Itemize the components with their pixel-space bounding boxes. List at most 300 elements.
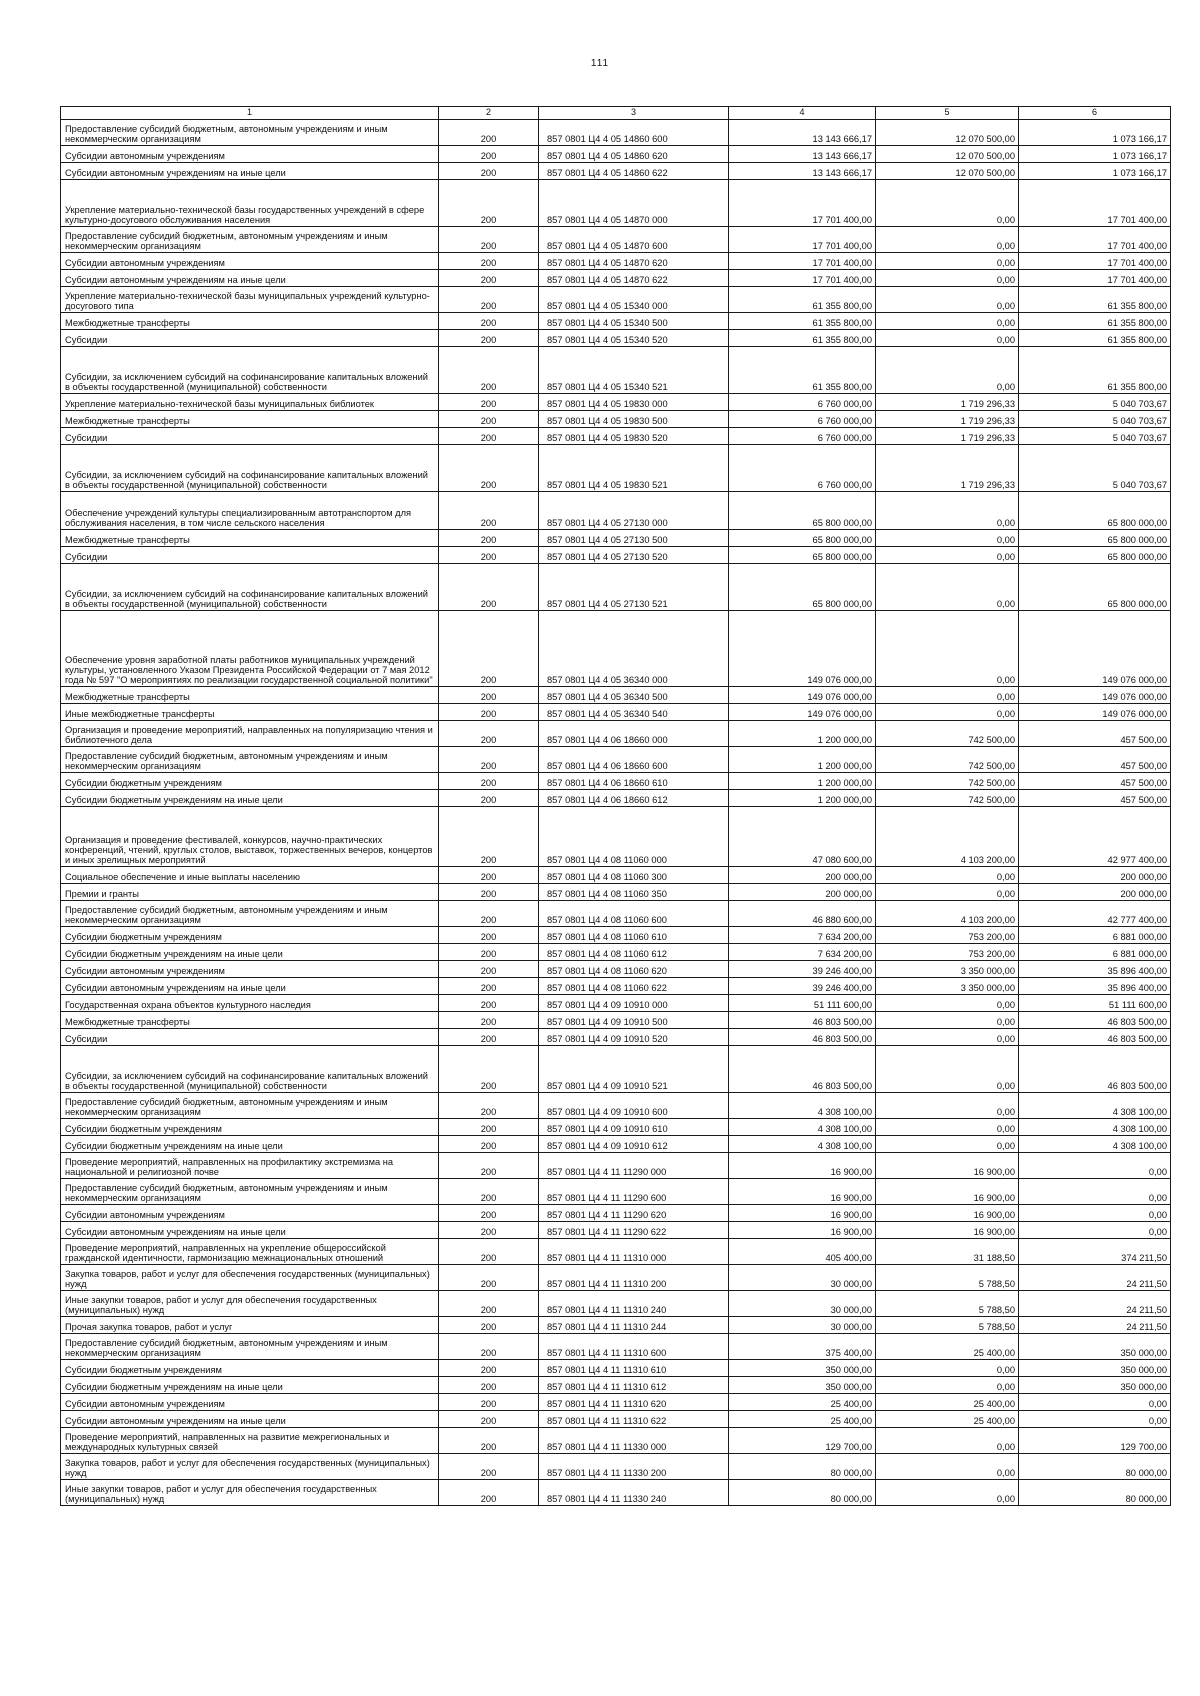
table-row [61,1427,1171,1453]
row-remaining-amount-cell: 46 803 500,00 [1019,1028,1171,1045]
row-classification-cell: 857 0801 Ц4 4 05 36340 540 [539,703,729,720]
row-executed-amount-cell: 12 070 500,00 [876,162,1019,179]
row-classification-cell: 857 0801 Ц4 4 08 11060 612 [539,943,729,960]
row-name-cell: Предоставление субсидий бюджетным, автономным учреждениям и иным некоммерческим организациям [61,746,439,772]
row-name-cell: Субсидии, за исключением субсидий на софинансирование капитальных вложений в объекты государственной (муниципальной) собственности [61,444,439,491]
row-executed-amount-cell: 1 719 296,33 [876,444,1019,491]
table-row [61,686,1171,703]
row-classification-cell: 857 0801 Ц4 4 09 10910 500 [539,1011,729,1028]
row-name-cell: Государственная охрана объектов культурного наследия [61,994,439,1011]
row-executed-amount-cell: 0,00 [876,529,1019,546]
row-name-cell: Субсидии автономным учреждениям на иные цели [61,1410,439,1427]
row-approved-amount-cell: 1 200 000,00 [729,772,876,789]
row-classification-cell: 857 0801 Ц4 4 11 11290 620 [539,1204,729,1221]
row-executed-amount-cell: 5 788,50 [876,1264,1019,1290]
table-row [61,1135,1171,1152]
table-row [61,529,1171,546]
row-classification-cell: 857 0801 Ц4 4 05 15340 000 [539,286,729,312]
table-row [61,162,1171,179]
table-row [61,746,1171,772]
row-approved-amount-cell: 65 800 000,00 [729,546,876,563]
row-executed-amount-cell: 0,00 [876,1045,1019,1092]
row-approved-amount-cell: 25 400,00 [729,1393,876,1410]
table-row [61,1479,1171,1505]
row-remaining-amount-cell: 374 211,50 [1019,1238,1171,1264]
row-code-cell: 200 [439,772,539,789]
row-remaining-amount-cell: 5 040 703,67 [1019,393,1171,410]
row-remaining-amount-cell: 4 308 100,00 [1019,1135,1171,1152]
row-classification-cell: 857 0801 Ц4 4 05 15340 521 [539,346,729,393]
row-executed-amount-cell: 0,00 [876,883,1019,900]
row-executed-amount-cell: 25 400,00 [876,1410,1019,1427]
row-classification-cell: 857 0801 Ц4 4 05 27130 520 [539,546,729,563]
row-executed-amount-cell: 16 900,00 [876,1221,1019,1238]
table-row [61,444,1171,491]
row-approved-amount-cell: 61 355 800,00 [729,346,876,393]
row-classification-cell: 857 0801 Ц4 4 05 36340 000 [539,610,729,686]
row-remaining-amount-cell: 1 073 166,17 [1019,119,1171,145]
row-remaining-amount-cell: 35 896 400,00 [1019,977,1171,994]
row-name-cell: Укрепление материально-технической базы государственных учреждений в сфере культурно-досугового обслуживания населения [61,179,439,226]
row-classification-cell: 857 0801 Ц4 4 05 27130 000 [539,491,729,529]
row-classification-cell: 857 0801 Ц4 4 11 11310 612 [539,1376,729,1393]
row-approved-amount-cell: 149 076 000,00 [729,703,876,720]
row-remaining-amount-cell: 46 803 500,00 [1019,1011,1171,1028]
column-header-2: 2 [439,107,539,120]
row-executed-amount-cell: 742 500,00 [876,772,1019,789]
row-name-cell: Субсидии автономным учреждениям на иные цели [61,977,439,994]
budget-execution-table [60,106,1171,1506]
row-executed-amount-cell: 16 900,00 [876,1204,1019,1221]
row-executed-amount-cell: 0,00 [876,491,1019,529]
column-number-header-row [61,107,1171,120]
row-approved-amount-cell: 46 803 500,00 [729,1011,876,1028]
row-code-cell: 200 [439,491,539,529]
row-executed-amount-cell: 753 200,00 [876,926,1019,943]
row-name-cell: Иные закупки товаров, работ и услуг для обеспечения государственных (муниципальных) нужд [61,1290,439,1316]
row-code-cell: 200 [439,1333,539,1359]
row-code-cell: 200 [439,269,539,286]
row-name-cell: Предоставление субсидий бюджетным, автономным учреждениям и иным некоммерческим организациям [61,1178,439,1204]
row-code-cell: 200 [439,444,539,491]
row-remaining-amount-cell: 42 777 400,00 [1019,900,1171,926]
row-approved-amount-cell: 65 800 000,00 [729,563,876,610]
row-name-cell: Субсидии автономным учреждениям [61,1204,439,1221]
row-approved-amount-cell: 13 143 666,17 [729,119,876,145]
table-row [61,994,1171,1011]
row-remaining-amount-cell: 149 076 000,00 [1019,703,1171,720]
row-code-cell: 200 [439,393,539,410]
row-remaining-amount-cell: 65 800 000,00 [1019,546,1171,563]
row-classification-cell: 857 0801 Ц4 4 05 19830 520 [539,427,729,444]
row-code-cell: 200 [439,1316,539,1333]
row-approved-amount-cell: 39 246 400,00 [729,977,876,994]
row-remaining-amount-cell: 80 000,00 [1019,1479,1171,1505]
column-header-5: 5 [876,107,1019,120]
row-name-cell: Субсидии бюджетным учреждениям [61,1359,439,1376]
row-name-cell: Организация и проведение мероприятий, направленных на популяризацию чтения и библиотечного дела [61,720,439,746]
row-classification-cell: 857 0801 Ц4 4 09 10910 000 [539,994,729,1011]
row-code-cell: 200 [439,686,539,703]
row-name-cell: Предоставление субсидий бюджетным, автономным учреждениям и иным некоммерческим организациям [61,900,439,926]
table-row [61,1410,1171,1427]
row-code-cell: 200 [439,529,539,546]
row-executed-amount-cell: 0,00 [876,546,1019,563]
row-classification-cell: 857 0801 Ц4 4 11 11290 000 [539,1152,729,1178]
row-executed-amount-cell: 0,00 [876,563,1019,610]
row-name-cell: Закупка товаров, работ и услуг для обеспечения государственных (муниципальных) нужд [61,1453,439,1479]
row-remaining-amount-cell: 129 700,00 [1019,1427,1171,1453]
row-executed-amount-cell: 0,00 [876,269,1019,286]
table-row [61,427,1171,444]
row-classification-cell: 857 0801 Ц4 4 09 10910 520 [539,1028,729,1045]
row-code-cell: 200 [439,427,539,444]
row-classification-cell: 857 0801 Ц4 4 05 19830 500 [539,410,729,427]
row-name-cell: Укрепление материально-технической базы муниципальных библиотек [61,393,439,410]
row-classification-cell: 857 0801 Ц4 4 05 14870 600 [539,226,729,252]
row-approved-amount-cell: 1 200 000,00 [729,789,876,806]
row-name-cell: Предоставление субсидий бюджетным, автономным учреждениям и иным некоммерческим организациям [61,1333,439,1359]
table-row [61,1393,1171,1410]
row-remaining-amount-cell: 61 355 800,00 [1019,312,1171,329]
row-remaining-amount-cell: 35 896 400,00 [1019,960,1171,977]
table-row [61,772,1171,789]
column-header-3: 3 [539,107,729,120]
row-classification-cell: 857 0801 Ц4 4 08 11060 622 [539,977,729,994]
row-remaining-amount-cell: 51 111 600,00 [1019,994,1171,1011]
row-executed-amount-cell: 0,00 [876,686,1019,703]
row-name-cell: Субсидии автономным учреждениям на иные цели [61,1221,439,1238]
row-remaining-amount-cell: 42 977 400,00 [1019,806,1171,866]
row-name-cell: Межбюджетные трансферты [61,1011,439,1028]
row-code-cell: 200 [439,866,539,883]
row-approved-amount-cell: 4 308 100,00 [729,1118,876,1135]
table-row [61,960,1171,977]
row-classification-cell: 857 0801 Ц4 4 05 14870 000 [539,179,729,226]
row-executed-amount-cell: 31 188,50 [876,1238,1019,1264]
row-name-cell: Проведение мероприятий, направленных на развитие межрегиональных и международных культурных связей [61,1427,439,1453]
table-row [61,1290,1171,1316]
row-name-cell: Предоставление субсидий бюджетным, автономным учреждениям и иным некоммерческим организациям [61,1092,439,1118]
row-code-cell: 200 [439,329,539,346]
row-executed-amount-cell: 16 900,00 [876,1152,1019,1178]
table-row [61,1011,1171,1028]
row-code-cell: 200 [439,119,539,145]
row-remaining-amount-cell: 61 355 800,00 [1019,346,1171,393]
row-executed-amount-cell: 0,00 [876,312,1019,329]
row-name-cell: Субсидии автономным учреждениям на иные цели [61,269,439,286]
row-remaining-amount-cell: 24 211,50 [1019,1316,1171,1333]
row-approved-amount-cell: 200 000,00 [729,866,876,883]
row-code-cell: 200 [439,1045,539,1092]
table-row [61,1359,1171,1376]
row-code-cell: 200 [439,977,539,994]
row-classification-cell: 857 0801 Ц4 4 06 18660 000 [539,720,729,746]
row-name-cell: Иные межбюджетные трансферты [61,703,439,720]
table-row [61,119,1171,145]
row-classification-cell: 857 0801 Ц4 4 08 11060 600 [539,900,729,926]
row-approved-amount-cell: 46 880 600,00 [729,900,876,926]
row-approved-amount-cell: 405 400,00 [729,1238,876,1264]
row-approved-amount-cell: 65 800 000,00 [729,491,876,529]
row-classification-cell: 857 0801 Ц4 4 05 14860 620 [539,145,729,162]
row-executed-amount-cell: 5 788,50 [876,1316,1019,1333]
row-approved-amount-cell: 17 701 400,00 [729,179,876,226]
row-name-cell: Обеспечение уровня заработной платы работников муниципальных учреждений культуры, установленного Указом Президента Российской Федерации от 7 мая 2012 года № 597 "О мероприятиях по реализации государственной социальной политики" [61,610,439,686]
row-executed-amount-cell: 0,00 [876,866,1019,883]
row-name-cell: Обеспечение учреждений культуры специализированным автотранспортом для обслуживания населения, в том числе сельского населения [61,491,439,529]
row-approved-amount-cell: 30 000,00 [729,1290,876,1316]
row-classification-cell: 857 0801 Ц4 4 11 11310 622 [539,1410,729,1427]
row-classification-cell: 857 0801 Ц4 4 09 10910 521 [539,1045,729,1092]
row-remaining-amount-cell: 24 211,50 [1019,1264,1171,1290]
row-remaining-amount-cell: 0,00 [1019,1221,1171,1238]
column-header-6: 6 [1019,107,1171,120]
row-approved-amount-cell: 375 400,00 [729,1333,876,1359]
row-name-cell: Субсидии бюджетным учреждениям [61,1118,439,1135]
row-code-cell: 200 [439,226,539,252]
table-row [61,312,1171,329]
table-row [61,1178,1171,1204]
row-name-cell: Межбюджетные трансферты [61,686,439,703]
row-remaining-amount-cell: 5 040 703,67 [1019,410,1171,427]
row-approved-amount-cell: 350 000,00 [729,1376,876,1393]
row-executed-amount-cell: 0,00 [876,1376,1019,1393]
row-classification-cell: 857 0801 Ц4 4 05 15340 500 [539,312,729,329]
row-code-cell: 200 [439,312,539,329]
table-row [61,866,1171,883]
row-remaining-amount-cell: 350 000,00 [1019,1359,1171,1376]
row-name-cell: Субсидии, за исключением субсидий на софинансирование капитальных вложений в объекты государственной (муниципальной) собственности [61,346,439,393]
row-code-cell: 200 [439,1152,539,1178]
row-executed-amount-cell: 742 500,00 [876,789,1019,806]
row-code-cell: 200 [439,410,539,427]
row-executed-amount-cell: 0,00 [876,1011,1019,1028]
row-name-cell: Субсидии бюджетным учреждениям [61,926,439,943]
row-approved-amount-cell: 30 000,00 [729,1316,876,1333]
row-classification-cell: 857 0801 Ц4 4 05 14870 622 [539,269,729,286]
table-row [61,179,1171,226]
table-row [61,1453,1171,1479]
table-row [61,329,1171,346]
row-executed-amount-cell: 0,00 [876,1028,1019,1045]
row-approved-amount-cell: 61 355 800,00 [729,329,876,346]
row-approved-amount-cell: 16 900,00 [729,1221,876,1238]
row-remaining-amount-cell: 17 701 400,00 [1019,252,1171,269]
row-approved-amount-cell: 61 355 800,00 [729,312,876,329]
row-classification-cell: 857 0801 Ц4 4 05 19830 521 [539,444,729,491]
row-remaining-amount-cell: 350 000,00 [1019,1376,1171,1393]
row-executed-amount-cell: 753 200,00 [876,943,1019,960]
row-approved-amount-cell: 39 246 400,00 [729,960,876,977]
row-classification-cell: 857 0801 Ц4 4 11 11330 200 [539,1453,729,1479]
row-classification-cell: 857 0801 Ц4 4 08 11060 350 [539,883,729,900]
row-executed-amount-cell: 0,00 [876,703,1019,720]
row-name-cell: Субсидии бюджетным учреждениям на иные цели [61,1135,439,1152]
table-row [61,393,1171,410]
row-name-cell: Межбюджетные трансферты [61,312,439,329]
row-name-cell: Субсидии бюджетным учреждениям на иные цели [61,1376,439,1393]
row-classification-cell: 857 0801 Ц4 4 11 11310 620 [539,1393,729,1410]
row-name-cell: Укрепление материально-технической базы муниципальных учреждений культурно-досугового типа [61,286,439,312]
row-code-cell: 200 [439,1290,539,1316]
row-name-cell: Субсидии, за исключением субсидий на софинансирование капитальных вложений в объекты государственной (муниципальной) собственности [61,1045,439,1092]
table-row [61,1238,1171,1264]
row-classification-cell: 857 0801 Ц4 4 09 10910 600 [539,1092,729,1118]
row-executed-amount-cell: 0,00 [876,329,1019,346]
table-row [61,563,1171,610]
row-executed-amount-cell: 0,00 [876,286,1019,312]
row-remaining-amount-cell: 149 076 000,00 [1019,686,1171,703]
row-code-cell: 200 [439,960,539,977]
row-name-cell: Проведение мероприятий, направленных на профилактику экстремизма на национальной и религиозной почве [61,1152,439,1178]
row-approved-amount-cell: 16 900,00 [729,1152,876,1178]
row-name-cell: Закупка товаров, работ и услуг для обеспечения государственных (муниципальных) нужд [61,1264,439,1290]
row-classification-cell: 857 0801 Ц4 4 11 11330 000 [539,1427,729,1453]
row-executed-amount-cell: 5 788,50 [876,1290,1019,1316]
row-executed-amount-cell: 1 719 296,33 [876,410,1019,427]
row-name-cell: Субсидии [61,546,439,563]
row-remaining-amount-cell: 6 881 000,00 [1019,926,1171,943]
row-approved-amount-cell: 51 111 600,00 [729,994,876,1011]
row-approved-amount-cell: 13 143 666,17 [729,145,876,162]
row-classification-cell: 857 0801 Ц4 4 06 18660 612 [539,789,729,806]
row-name-cell: Субсидии бюджетным учреждениям [61,772,439,789]
row-remaining-amount-cell: 4 308 100,00 [1019,1118,1171,1135]
row-executed-amount-cell: 3 350 000,00 [876,977,1019,994]
table-row [61,883,1171,900]
row-executed-amount-cell: 3 350 000,00 [876,960,1019,977]
row-remaining-amount-cell: 200 000,00 [1019,883,1171,900]
row-remaining-amount-cell: 350 000,00 [1019,1333,1171,1359]
row-code-cell: 200 [439,1376,539,1393]
row-classification-cell: 857 0801 Ц4 4 05 27130 500 [539,529,729,546]
row-approved-amount-cell: 129 700,00 [729,1427,876,1453]
column-header-4: 4 [729,107,876,120]
row-approved-amount-cell: 6 760 000,00 [729,444,876,491]
row-name-cell: Предоставление субсидий бюджетным, автономным учреждениям и иным некоммерческим организациям [61,119,439,145]
row-remaining-amount-cell: 65 800 000,00 [1019,563,1171,610]
row-remaining-amount-cell: 5 040 703,67 [1019,444,1171,491]
row-remaining-amount-cell: 1 073 166,17 [1019,162,1171,179]
row-name-cell: Межбюджетные трансферты [61,529,439,546]
row-name-cell: Субсидии [61,1028,439,1045]
row-approved-amount-cell: 6 760 000,00 [729,427,876,444]
row-approved-amount-cell: 149 076 000,00 [729,610,876,686]
row-code-cell: 200 [439,806,539,866]
row-remaining-amount-cell: 5 040 703,67 [1019,427,1171,444]
row-classification-cell: 857 0801 Ц4 4 09 10910 610 [539,1118,729,1135]
row-code-cell: 200 [439,546,539,563]
row-code-cell: 200 [439,179,539,226]
row-code-cell: 200 [439,1118,539,1135]
row-executed-amount-cell: 0,00 [876,1118,1019,1135]
row-approved-amount-cell: 17 701 400,00 [729,226,876,252]
row-executed-amount-cell: 0,00 [876,1092,1019,1118]
row-code-cell: 200 [439,720,539,746]
table-row [61,943,1171,960]
row-approved-amount-cell: 17 701 400,00 [729,252,876,269]
row-classification-cell: 857 0801 Ц4 4 11 11310 200 [539,1264,729,1290]
row-approved-amount-cell: 46 803 500,00 [729,1028,876,1045]
table-row [61,926,1171,943]
row-approved-amount-cell: 25 400,00 [729,1410,876,1427]
table-row [61,1204,1171,1221]
row-classification-cell: 857 0801 Ц4 4 05 27130 521 [539,563,729,610]
row-name-cell: Межбюджетные трансферты [61,410,439,427]
row-approved-amount-cell: 6 760 000,00 [729,410,876,427]
table-row [61,410,1171,427]
row-approved-amount-cell: 80 000,00 [729,1453,876,1479]
row-executed-amount-cell: 4 103 200,00 [876,900,1019,926]
row-name-cell: Проведение мероприятий, направленных на укрепление общероссийской гражданской идентичности, гармонизацию межнациональных отношений [61,1238,439,1264]
table-row [61,546,1171,563]
row-approved-amount-cell: 200 000,00 [729,883,876,900]
row-code-cell: 200 [439,789,539,806]
table-row [61,226,1171,252]
row-classification-cell: 857 0801 Ц4 4 09 10910 612 [539,1135,729,1152]
row-code-cell: 200 [439,746,539,772]
row-remaining-amount-cell: 0,00 [1019,1393,1171,1410]
row-remaining-amount-cell: 65 800 000,00 [1019,491,1171,529]
row-code-cell: 200 [439,1410,539,1427]
row-executed-amount-cell: 1 719 296,33 [876,393,1019,410]
row-code-cell: 200 [439,1453,539,1479]
table-row [61,806,1171,866]
row-code-cell: 200 [439,1238,539,1264]
row-code-cell: 200 [439,162,539,179]
row-code-cell: 200 [439,346,539,393]
row-remaining-amount-cell: 61 355 800,00 [1019,286,1171,312]
row-classification-cell: 857 0801 Ц4 4 05 14860 622 [539,162,729,179]
row-remaining-amount-cell: 61 355 800,00 [1019,329,1171,346]
row-code-cell: 200 [439,943,539,960]
row-code-cell: 200 [439,1011,539,1028]
table-row [61,703,1171,720]
row-executed-amount-cell: 742 500,00 [876,720,1019,746]
row-code-cell: 200 [439,1427,539,1453]
row-code-cell: 200 [439,1178,539,1204]
row-executed-amount-cell: 25 400,00 [876,1333,1019,1359]
row-classification-cell: 857 0801 Ц4 4 05 14870 620 [539,252,729,269]
row-remaining-amount-cell: 17 701 400,00 [1019,226,1171,252]
column-header-1: 1 [61,107,439,120]
row-name-cell: Иные закупки товаров, работ и услуг для обеспечения государственных (муниципальных) нужд [61,1479,439,1505]
row-code-cell: 200 [439,1092,539,1118]
row-approved-amount-cell: 1 200 000,00 [729,746,876,772]
table-row [61,610,1171,686]
row-classification-cell: 857 0801 Ц4 4 11 11310 610 [539,1359,729,1376]
row-remaining-amount-cell: 24 211,50 [1019,1290,1171,1316]
table-row [61,1221,1171,1238]
table-row [61,491,1171,529]
row-name-cell: Субсидии бюджетным учреждениям на иные цели [61,789,439,806]
row-executed-amount-cell: 0,00 [876,610,1019,686]
row-executed-amount-cell: 0,00 [876,346,1019,393]
row-remaining-amount-cell: 457 500,00 [1019,772,1171,789]
table-row [61,346,1171,393]
row-classification-cell: 857 0801 Ц4 4 11 11330 240 [539,1479,729,1505]
row-code-cell: 200 [439,883,539,900]
row-approved-amount-cell: 80 000,00 [729,1479,876,1505]
row-remaining-amount-cell: 457 500,00 [1019,746,1171,772]
row-approved-amount-cell: 61 355 800,00 [729,286,876,312]
row-name-cell: Субсидии [61,329,439,346]
row-code-cell: 200 [439,145,539,162]
row-executed-amount-cell: 1 719 296,33 [876,427,1019,444]
row-remaining-amount-cell: 1 073 166,17 [1019,145,1171,162]
row-classification-cell: 857 0801 Ц4 4 11 11290 622 [539,1221,729,1238]
